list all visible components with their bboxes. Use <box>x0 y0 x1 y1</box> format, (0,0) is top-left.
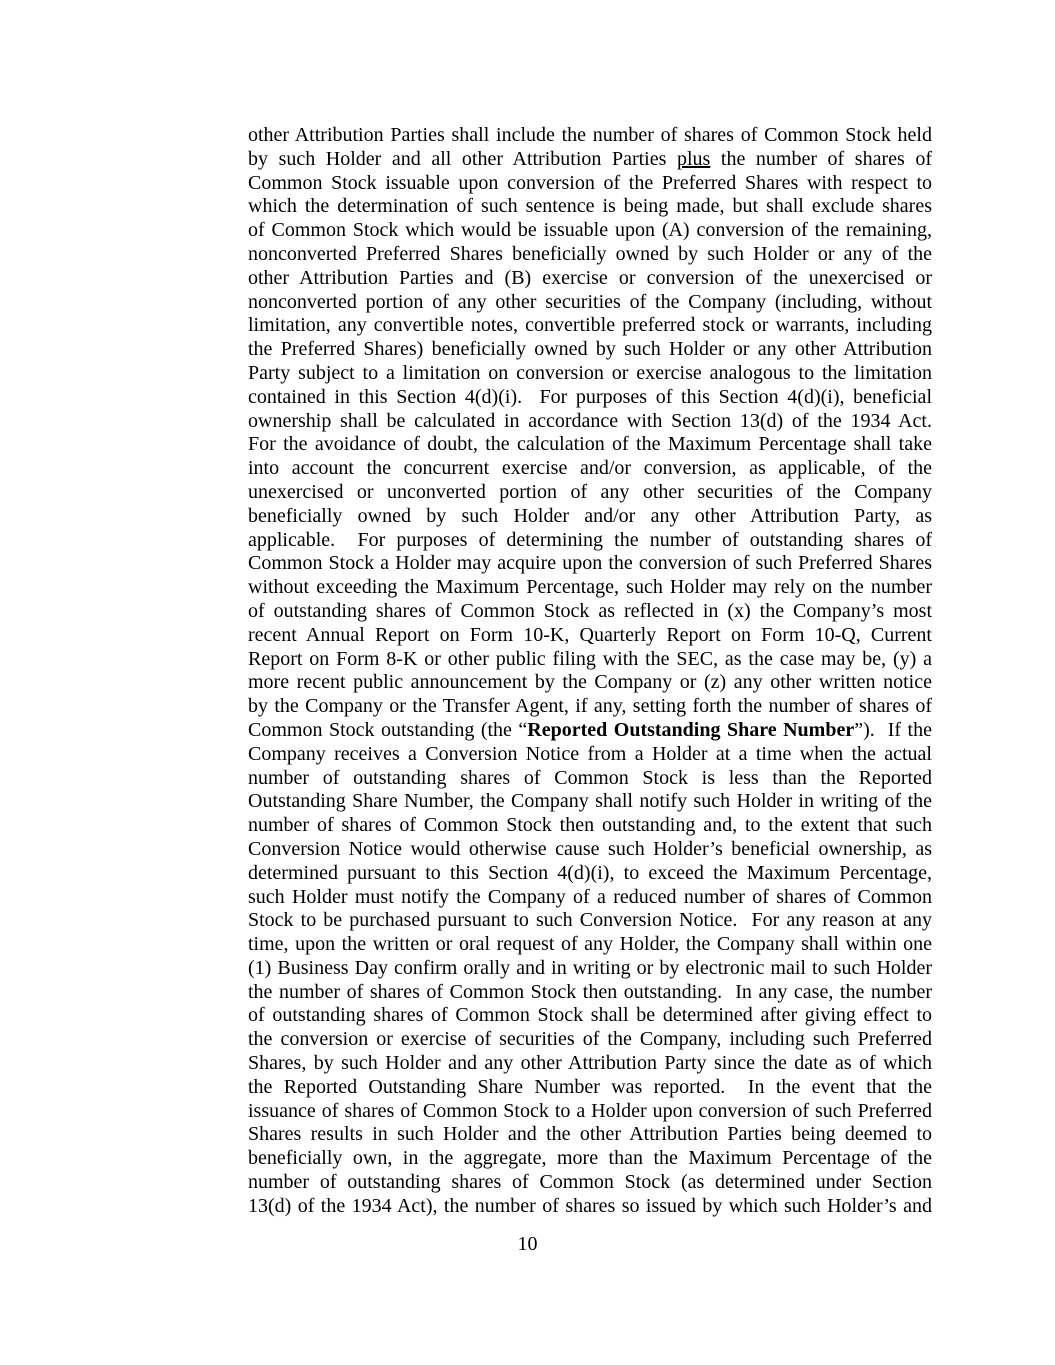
text-segment: without exceeding the Maximum Percentage, such Holder may rely on the number <box>248 576 932 599</box>
text-line <box>248 219 932 243</box>
text-segment: applicable. For purposes of determining the number of outstanding shares of <box>248 528 932 551</box>
text-segment: recent Annual Report on Form 10-K, Quarterly Report on Form 10-Q, Current <box>248 623 932 646</box>
text-line <box>248 909 932 933</box>
text-segment: number of shares of Common Stock then outstanding and, to the extent that such <box>248 814 932 837</box>
text-line <box>248 1171 932 1195</box>
text-line <box>248 267 932 291</box>
page-number: 10 <box>517 1233 538 1255</box>
text-segment: Common Stock issuable upon conversion of the Preferred Shares with respect to <box>248 171 932 194</box>
text-segment: time, upon the written or oral request of any Holder, the Company shall within one <box>248 933 932 956</box>
text-line <box>248 695 932 719</box>
text-segment: Stock to be purchased pursuant to such Conversion Notice. For any reason at any <box>248 909 932 932</box>
text-segment: (1) Business Day confirm orally and in writing or by electronic mail to such Holder <box>248 956 932 979</box>
text-segment: ownership shall be calculated in accordance with Section 13(d) of the 1934 Act. <box>248 409 932 432</box>
paragraph <box>248 124 932 1219</box>
text-segment: Report on Form 8-K or other public filing with the SEC, as the case may be, (y) a <box>248 647 932 670</box>
text-segment: Common Stock outstanding (the “ <box>248 718 528 741</box>
text-segment: other Attribution Parties and (B) exercise or conversion of the unexercised or <box>248 266 932 289</box>
text-segment: of Common Stock which would be issuable upon (A) conversion of the remaining, <box>248 219 932 242</box>
text-segment: 13(d) of the 1934 Act), the number of shares so issued by which such Holder’s and <box>248 1194 932 1217</box>
text-line <box>248 957 932 981</box>
text-segment: Shares, by such Holder and any other Attribution Party since the date as of which <box>248 1052 932 1075</box>
text-line <box>248 433 932 457</box>
text-segment: Party subject to a limitation on conversion or exercise analogous to the limitation <box>248 361 932 384</box>
text-segment: number of outstanding shares of Common Stock is less than the Reported <box>248 766 932 789</box>
text-line <box>248 148 932 172</box>
text-segment: number of outstanding shares of Common Stock (as determined under Section <box>248 1171 932 1194</box>
text-line <box>248 814 932 838</box>
text-line <box>248 933 932 957</box>
text-line <box>248 362 932 386</box>
text-line <box>248 838 932 862</box>
text-segment: the conversion or exercise of securities of the Company, including such Preferred <box>248 1028 932 1051</box>
text-segment: the Reported Outstanding Share Number was reported. In the event that the <box>248 1075 932 1098</box>
text-line <box>248 886 932 910</box>
text-line <box>248 1195 932 1219</box>
text-line <box>248 600 932 624</box>
text-line <box>248 1147 932 1171</box>
text-line <box>248 505 932 529</box>
text-line <box>248 314 932 338</box>
text-line <box>248 981 932 1005</box>
text-segment: Company receives a Conversion Notice from a Holder at a time when the actual <box>248 742 932 765</box>
text-line <box>248 790 932 814</box>
text-segment: Common Stock a Holder may acquire upon the conversion of such Preferred Shares <box>248 552 932 575</box>
text-line <box>248 576 932 600</box>
text-line <box>248 481 932 505</box>
text-segment: nonconverted Preferred Shares beneficially owned by such Holder or any of the <box>248 242 932 265</box>
text-segment: limitation, any convertible notes, convertible preferred stock or warrants, including <box>248 314 932 337</box>
text-segment: other Attribution Parties shall include the number of shares of Common Stock held <box>248 124 932 146</box>
text-line <box>248 671 932 695</box>
text-line <box>248 862 932 886</box>
text-segment: which the determination of such sentence is being made, but shall exclude shares <box>248 195 932 218</box>
text-segment: unexercised or unconverted portion of any other securities of the Company <box>248 480 932 503</box>
text-line <box>248 1123 932 1147</box>
text-segment: ”). If the <box>854 718 932 741</box>
text-line <box>248 243 932 267</box>
text-segment: Reported Outstanding Share Number <box>527 718 855 741</box>
text-line <box>248 767 932 791</box>
text-line <box>248 172 932 196</box>
text-line <box>248 648 932 672</box>
text-segment: the Preferred Shares) beneficially owned by such Holder or any other Attribution <box>248 338 932 361</box>
text-line <box>248 457 932 481</box>
text-line <box>248 719 932 743</box>
text-line <box>248 552 932 576</box>
text-segment: by the Company or the Transfer Agent, if any, setting forth the number of shares of <box>248 695 932 718</box>
text-segment: contained in this Section 4(d)(i). For purposes of this Section 4(d)(i), beneficial <box>248 385 932 408</box>
text-line <box>248 1028 932 1052</box>
text-line <box>248 195 932 219</box>
text-segment: beneficially owned by such Holder and/or any other Attribution Party, as <box>248 504 932 527</box>
text-segment: the number of shares of <box>710 147 933 170</box>
text-segment: more recent public announcement by the Company or (z) any other written notice <box>248 671 932 694</box>
text-line <box>248 386 932 410</box>
text-line <box>248 529 932 553</box>
text-segment: such Holder must notify the Company of a reduced number of shares of Common <box>248 885 932 908</box>
text-line <box>248 1004 932 1028</box>
text-segment: plus <box>676 147 711 170</box>
text-segment: For the avoidance of doubt, the calculation of the Maximum Percentage shall take <box>248 433 932 456</box>
text-segment: of outstanding shares of Common Stock shall be determined after giving effect to <box>248 1004 932 1027</box>
text-line <box>248 1100 932 1124</box>
text-line <box>248 624 932 648</box>
text-segment: by such Holder and all other Attribution Parties <box>248 147 677 170</box>
text-segment: Outstanding Share Number, the Company shall notify such Holder in writing of the <box>248 790 932 813</box>
text-segment: the number of shares of Common Stock then outstanding. In any case, the number <box>248 980 932 1003</box>
text-line <box>248 291 932 315</box>
text-segment: determined pursuant to this Section 4(d)(i), to exceed the Maximum Percentage, <box>248 861 932 884</box>
text-line <box>248 410 932 434</box>
text-line <box>248 1052 932 1076</box>
text-segment: nonconverted portion of any other securities of the Company (including, without <box>248 290 932 313</box>
text-segment: into account the concurrent exercise and/or conversion, as applicable, of the <box>248 457 932 480</box>
text-line <box>248 1076 932 1100</box>
text-line <box>248 124 932 148</box>
text-line <box>248 338 932 362</box>
text-segment: of outstanding shares of Common Stock as reflected in (x) the Company’s most <box>248 599 932 622</box>
text-segment: Shares results in such Holder and the other Attribution Parties being deemed to <box>248 1123 932 1146</box>
text-segment: Conversion Notice would otherwise cause such Holder’s beneficial ownership, as <box>248 837 932 860</box>
text-segment: issuance of shares of Common Stock to a Holder upon conversion of such Preferred <box>248 1099 932 1122</box>
text-line <box>248 743 932 767</box>
text-segment: beneficially own, in the aggregate, more than the Maximum Percentage of the <box>248 1147 932 1170</box>
